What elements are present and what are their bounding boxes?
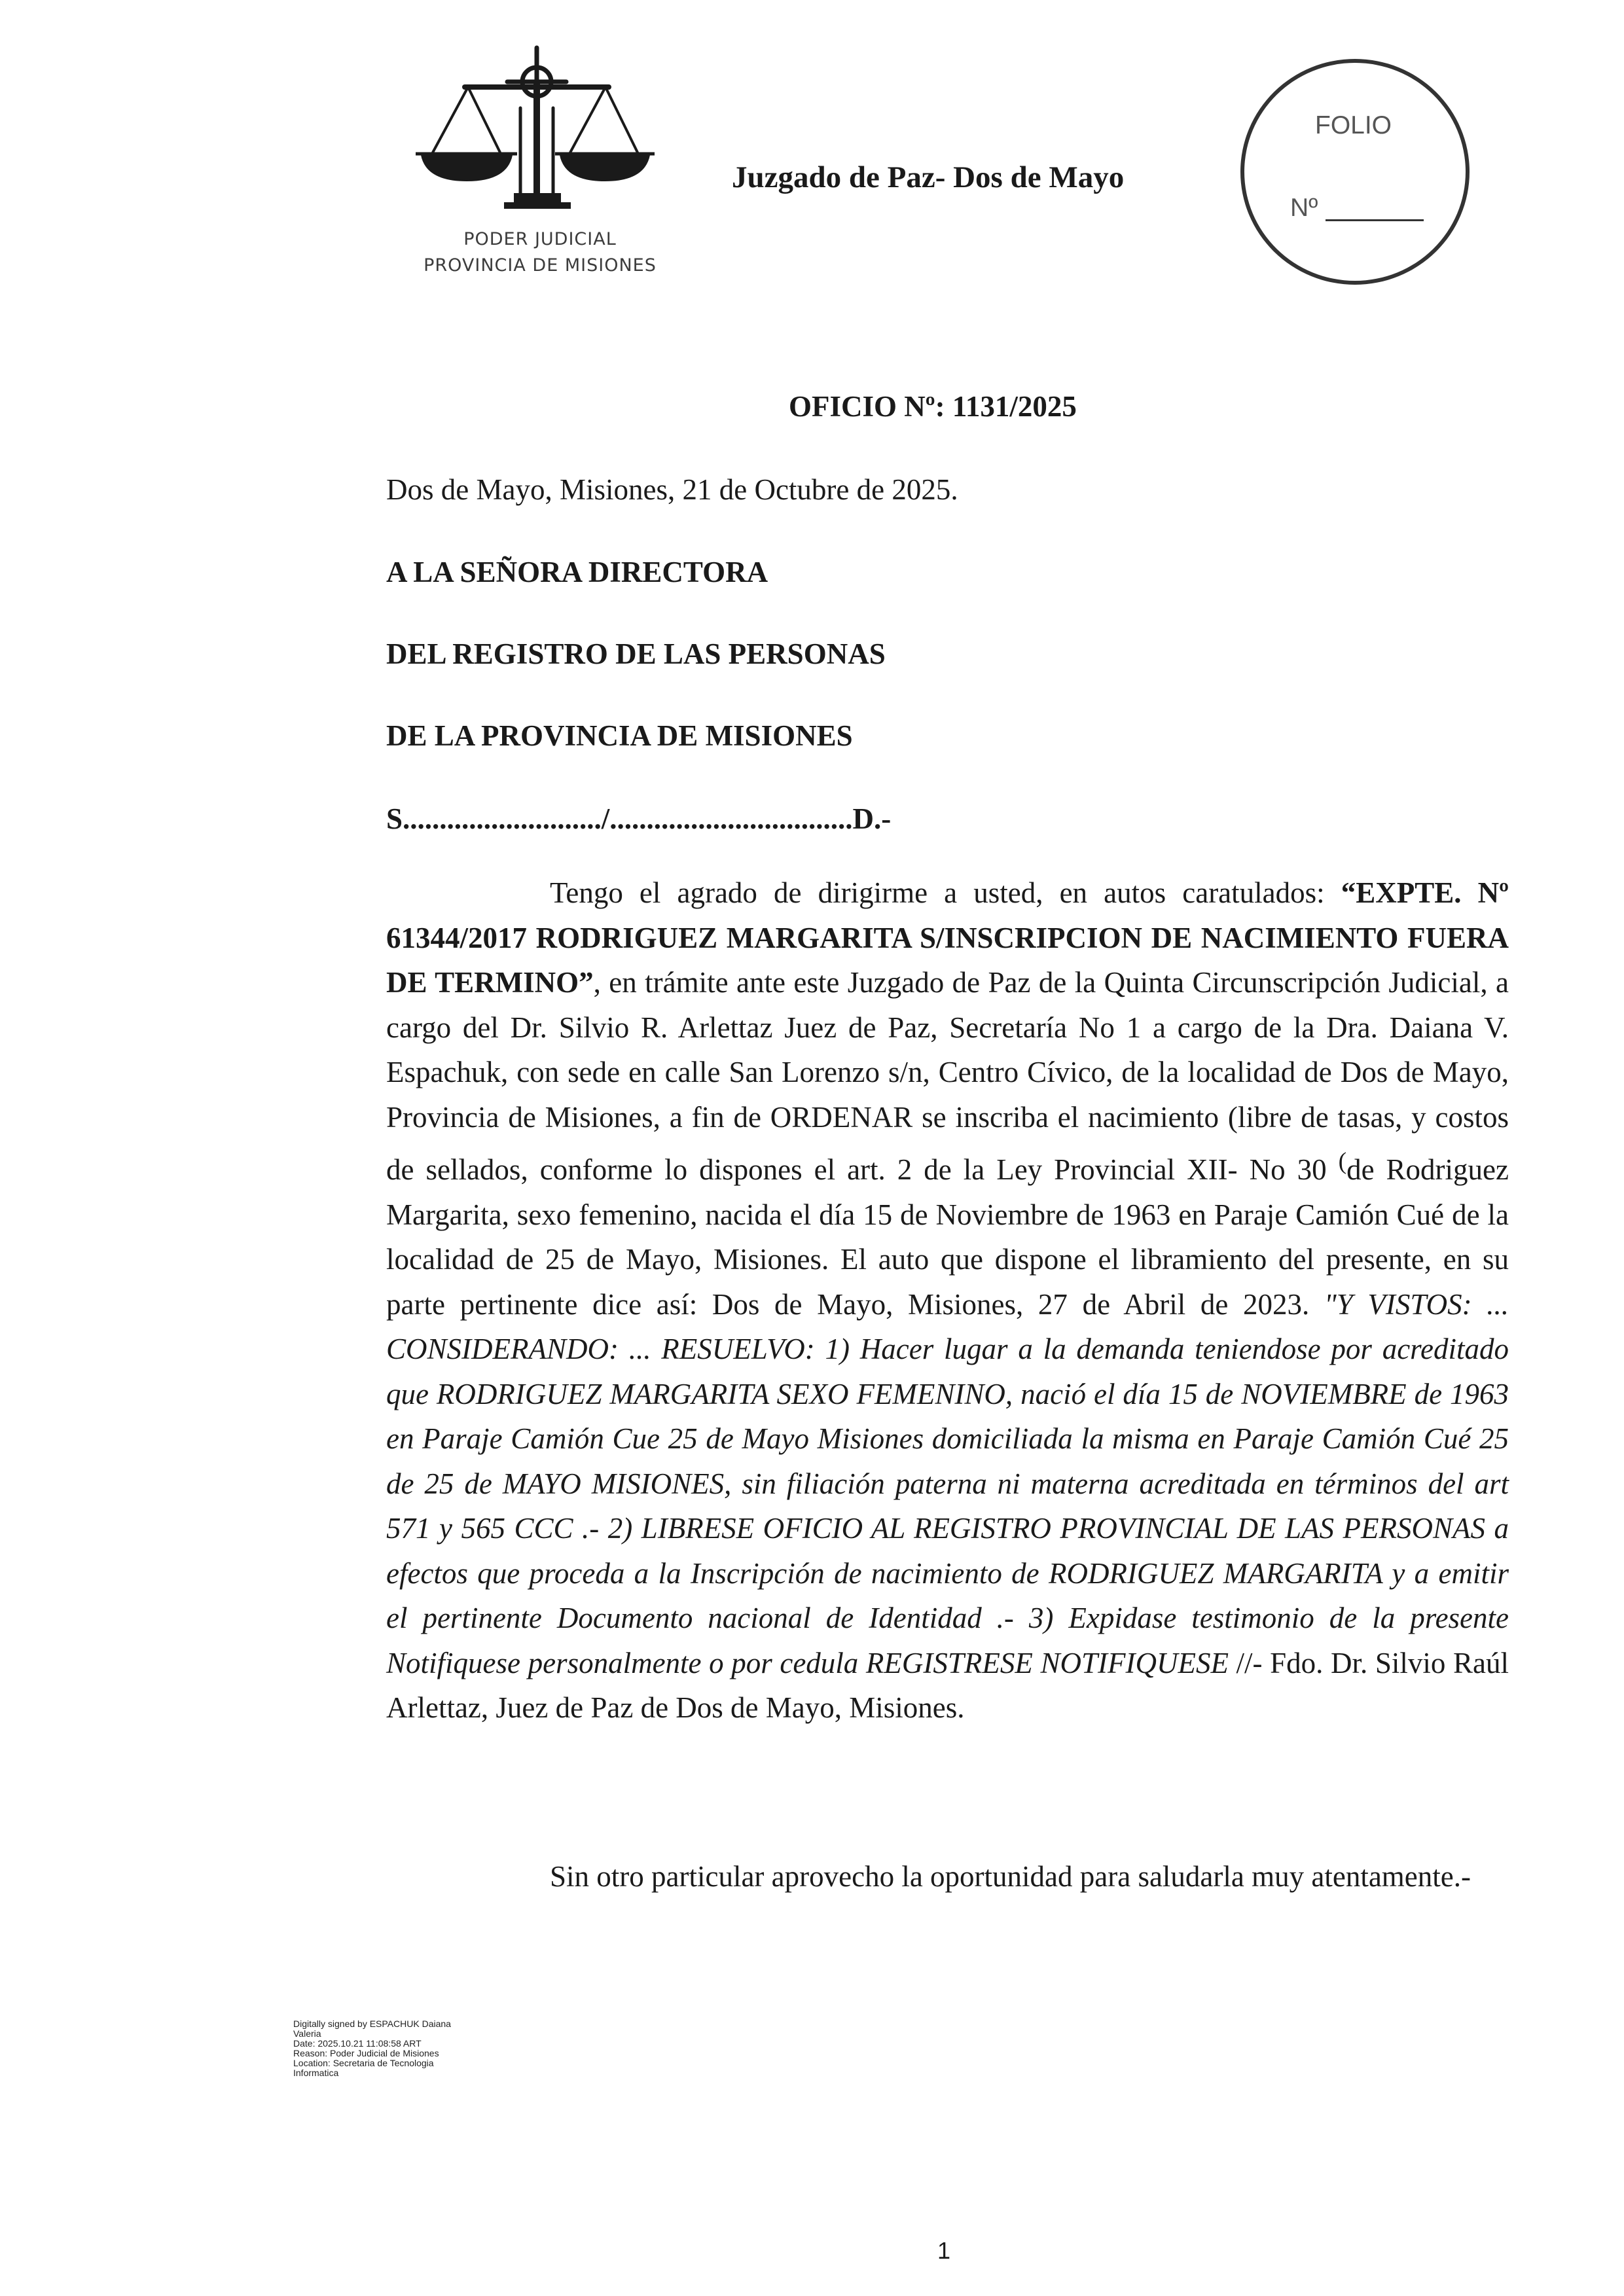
body-part-2: , en trámite ante este Juzgado de Paz de la Quinta Circunscripción Judicial, a cargo del Dr. Silvio R. Arlettaz Juez de Paz, Secretaría No 1 a cargo de la Dra. Daiana V. Espachuk, con sede en calle San Lorenzo s/n, Centro Cívico, de la localidad de Dos de Mayo, Provincia de Misiones, a fin de ORDENAR se inscriba el nacimiento (libre de tasas, y costos de sellados, conforme lo dispones el art. 2 de la Ley Provincial XII- No 30: [386, 966, 1509, 1186]
body-part-3: de Rodriguez Margarita, sexo femenino, nacida el día 15 de Noviembre de 1963 en Paraje Camión Cué de la localidad de 25 de Mayo, Misiones. El auto que dispone el libramiento del presente, en su parte pertinente dice así: Dos de Mayo, Misiones, 27 de Abril de 2023.: [386, 1153, 1509, 1321]
body-paragraph: [386, 870, 1509, 1731]
closing-paragraph: [386, 1854, 1509, 1899]
place-date: Dos de Mayo, Misiones, 21 de Octubre de 2025.: [386, 473, 958, 506]
digital-signature: [293, 2019, 451, 2078]
salutation-short: S.........................../.................................D.-: [386, 802, 892, 835]
signature-line-3: Date: 2025.10.21 11:08:58 ART: [293, 2038, 422, 2049]
signature-line-2: Valeria: [293, 2028, 321, 2039]
folio-number-field: [1290, 194, 1424, 223]
scales-of-justice-icon: [403, 43, 677, 239]
folio-stamp: [1240, 59, 1470, 285]
signature-line-5: Location: Secretaria de Tecnologia: [293, 2058, 434, 2068]
case-title: “EXPTE. Nº 61344/2017 RODRIGUEZ MARGARITA S/INSCRIPCION DE NACIMIENTO FUERA DE TERMINO”: [386, 876, 1509, 999]
court-name: Juzgado de Paz- Dos de Mayo: [732, 160, 1125, 194]
judicial-emblem: [403, 43, 677, 291]
signature-line-1: Digitally signed by ESPACHUK Daiana: [293, 2018, 451, 2029]
folio-number-label: Nº: [1290, 194, 1318, 222]
folio-number-blank: [1326, 219, 1424, 221]
emblem-title: PODER JUDICIAL: [463, 229, 617, 249]
emblem-subtitle: PROVINCIA DE MISIONES: [424, 255, 657, 276]
addressee-line-2: DEL REGISTRO DE LAS PERSONAS: [386, 637, 886, 670]
closing-text: Sin otro particular aprovecho la oportunidad para saludarla muy atentamente.-: [550, 1860, 1471, 1893]
signature-line-4: Reason: Poder Judicial de Misiones: [293, 2048, 439, 2058]
page-number: 1: [937, 2237, 951, 2264]
folio-label: FOLIO: [1315, 111, 1392, 139]
addressee-line-1: A LA SEÑORA DIRECTORA: [386, 556, 768, 588]
signoff-text: //- Fdo. Dr. Silvio Raúl Arlettaz, Juez de Paz de Dos de Mayo, Misiones.: [386, 1646, 1509, 1724]
signature-line-6: Informatica: [293, 2068, 339, 2078]
resolution-quote: "Y VISTOS: ... CONSIDERANDO: ... RESUELVO: 1) Hacer lugar a la demanda teniendose por acreditado que RODRIGUEZ MARGARITA SEXO FEMENINO, nació el día 15 de NOVIEMBRE de 1963 en Paraje Camión Cue 25 de Mayo Misiones domiciliada la misma en Paraje Camión Cué 25 de 25 de MAYO MISIONES, sin filiación paterna ni materna acreditada en términos del art 571 y 565 CCC .- 2) LIBRESE OFICIO AL REGISTRO PROVINCIAL DE LAS PERSONAS a efectos que proceda a la Inscripción de nacimiento de RODRIGUEZ MARGARITA y a emitir el pertinente Documento nacional de Identidad .- 3) Expidase testimonio de la presente Notifiquese personalmente o por cedula REGISTRESE NOTIFIQUESE: [386, 1287, 1509, 1679]
body-intro: Tengo el agrado de dirigirme a usted, en autos caratulados:: [550, 876, 1341, 909]
superscript-mark: (: [1338, 1148, 1347, 1175]
oficio-number: OFICIO Nº: 1131/2025: [789, 390, 1077, 423]
addressee-line-3: DE LA PROVINCIA DE MISIONES: [386, 719, 853, 752]
